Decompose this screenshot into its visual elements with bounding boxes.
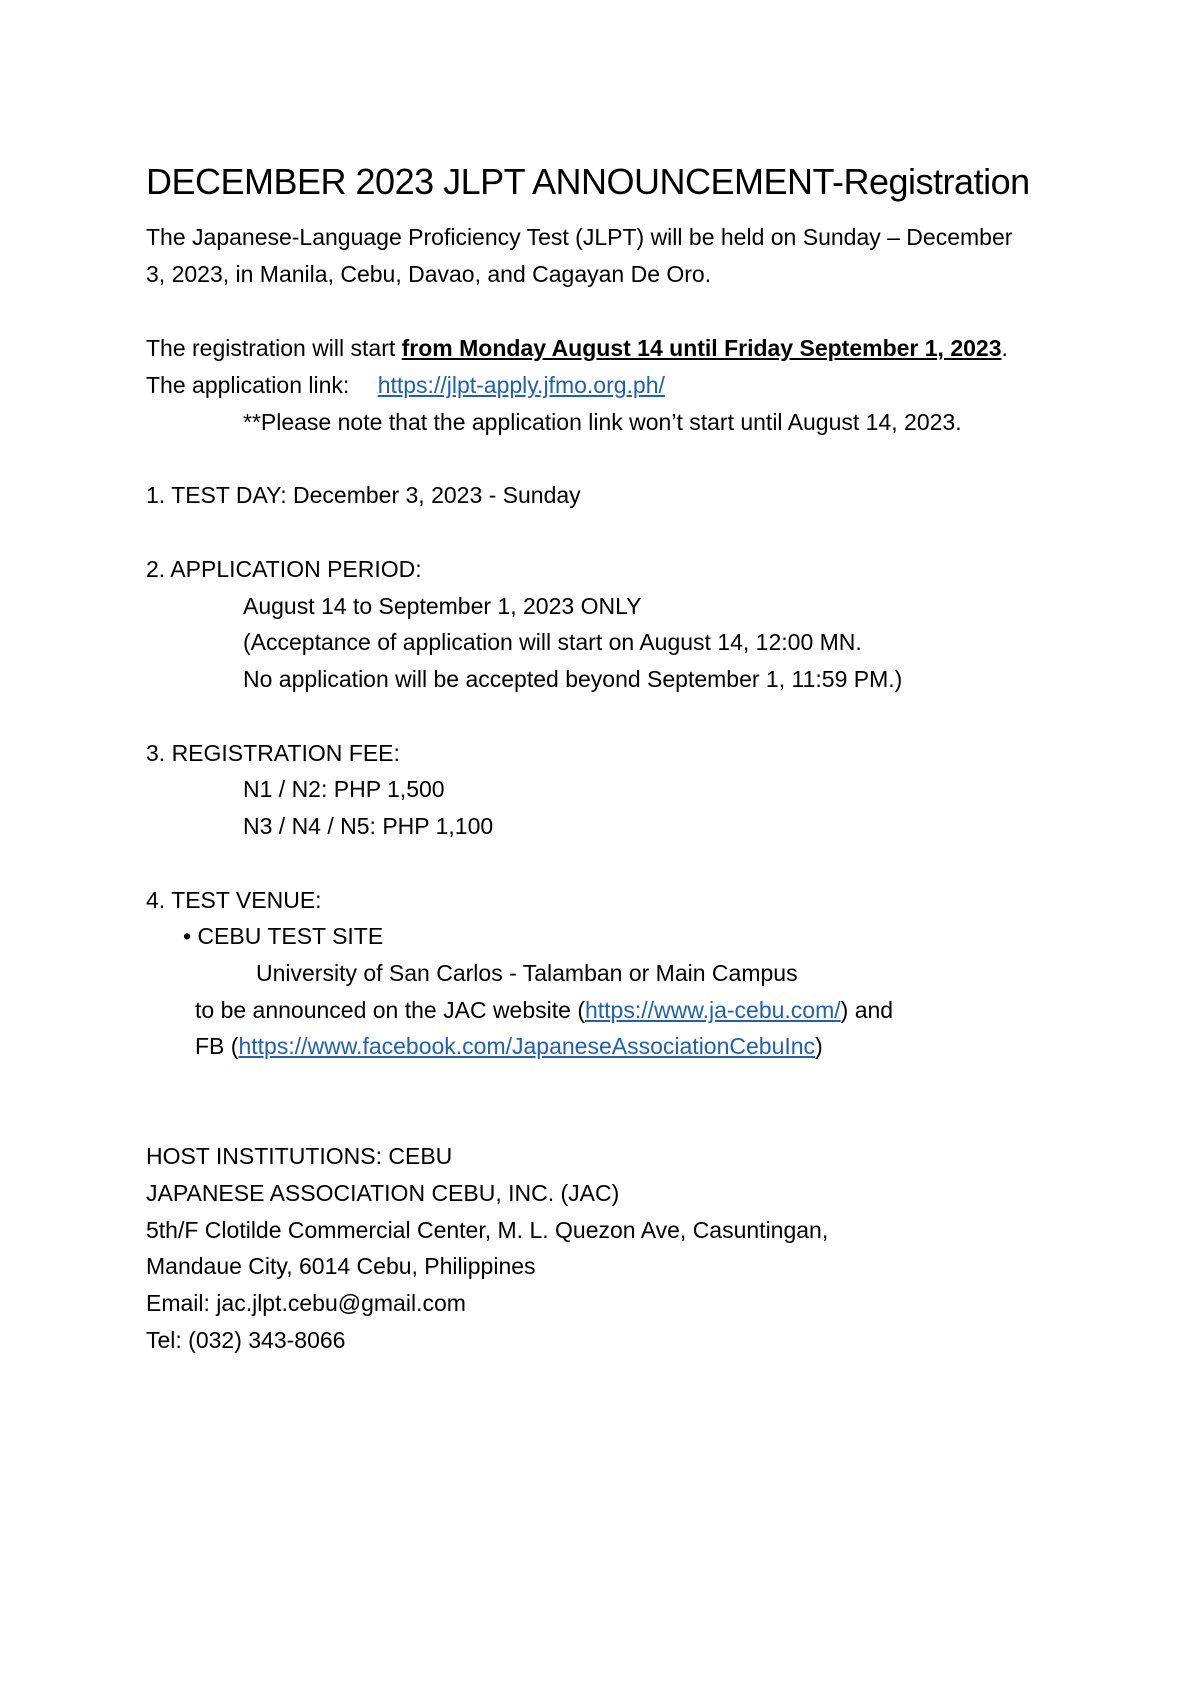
application-acceptance: (Acceptance of application will start on August 14, 12:00 MN.: [243, 629, 862, 655]
registration-suffix: .: [1001, 335, 1008, 361]
venue-campus: University of San Carlos - Talamban or Main Campus: [256, 960, 798, 986]
fb-suffix: ): [815, 1033, 823, 1059]
jac-website-link[interactable]: https://www.ja-cebu.com/: [584, 997, 841, 1023]
registration-period-line: [146, 334, 1008, 362]
application-cutoff: No application will be accepted beyond September 1, 11:59 PM.): [243, 666, 903, 692]
fee-n3-n5: N3 / N4 / N5: PHP 1,100: [243, 813, 494, 839]
announce-suffix: ) and: [840, 997, 894, 1023]
host-address-2: Mandaue City, 6014 Cebu, Philippines: [146, 1253, 536, 1279]
facebook-link[interactable]: https://www.facebook.com/JapaneseAssociationCebuInc: [238, 1033, 816, 1059]
venue-site: • CEBU TEST SITE: [183, 923, 384, 949]
host-name: JAPANESE ASSOCIATION CEBU, INC. (JAC): [146, 1180, 620, 1206]
announce-prefix: to be announced on the JAC website (: [195, 997, 585, 1023]
intro-line-2: 3, 2023, in Manila, Cebu, Davao, and Cagayan De Oro.: [146, 261, 712, 287]
venue-heading: 4. TEST VENUE:: [146, 887, 322, 913]
application-link-label: The application link:: [146, 372, 350, 398]
venue-fb-line: [195, 1032, 823, 1060]
fee-n1-n2: N1 / N2: PHP 1,500: [243, 776, 445, 802]
application-link-line: [146, 371, 665, 399]
host-address-1: 5th/F Clotilde Commercial Center, M. L. Quezon Ave, Casuntingan,: [146, 1217, 829, 1243]
host-tel: Tel: (032) 343-8066: [146, 1327, 346, 1353]
host-heading: HOST INSTITUTIONS: CEBU: [146, 1143, 453, 1169]
application-period-heading: 2. APPLICATION PERIOD:: [146, 556, 422, 582]
application-link[interactable]: https://jlpt-apply.jfmo.org.ph/: [377, 372, 665, 398]
test-day: 1. TEST DAY: December 3, 2023 - Sunday: [146, 482, 581, 508]
registration-prefix: The registration will start: [146, 335, 402, 361]
intro-line-1: The Japanese-Language Proficiency Test (JLPT) will be held on Sunday – December: [146, 224, 1013, 250]
host-email: Email: jac.jlpt.cebu@gmail.com: [146, 1290, 466, 1316]
fb-prefix: FB (: [195, 1033, 239, 1059]
fee-heading: 3. REGISTRATION FEE:: [146, 740, 400, 766]
venue-announce-line: [195, 996, 893, 1024]
application-link-note: **Please note that the application link won’t start until August 14, 2023.: [243, 409, 962, 435]
page-title: DECEMBER 2023 JLPT ANNOUNCEMENT-Registration: [146, 161, 1030, 202]
application-period-dates: August 14 to September 1, 2023 ONLY: [243, 593, 642, 619]
registration-period-bold: from Monday August 14 until Friday September 1, 2023: [401, 335, 1002, 361]
